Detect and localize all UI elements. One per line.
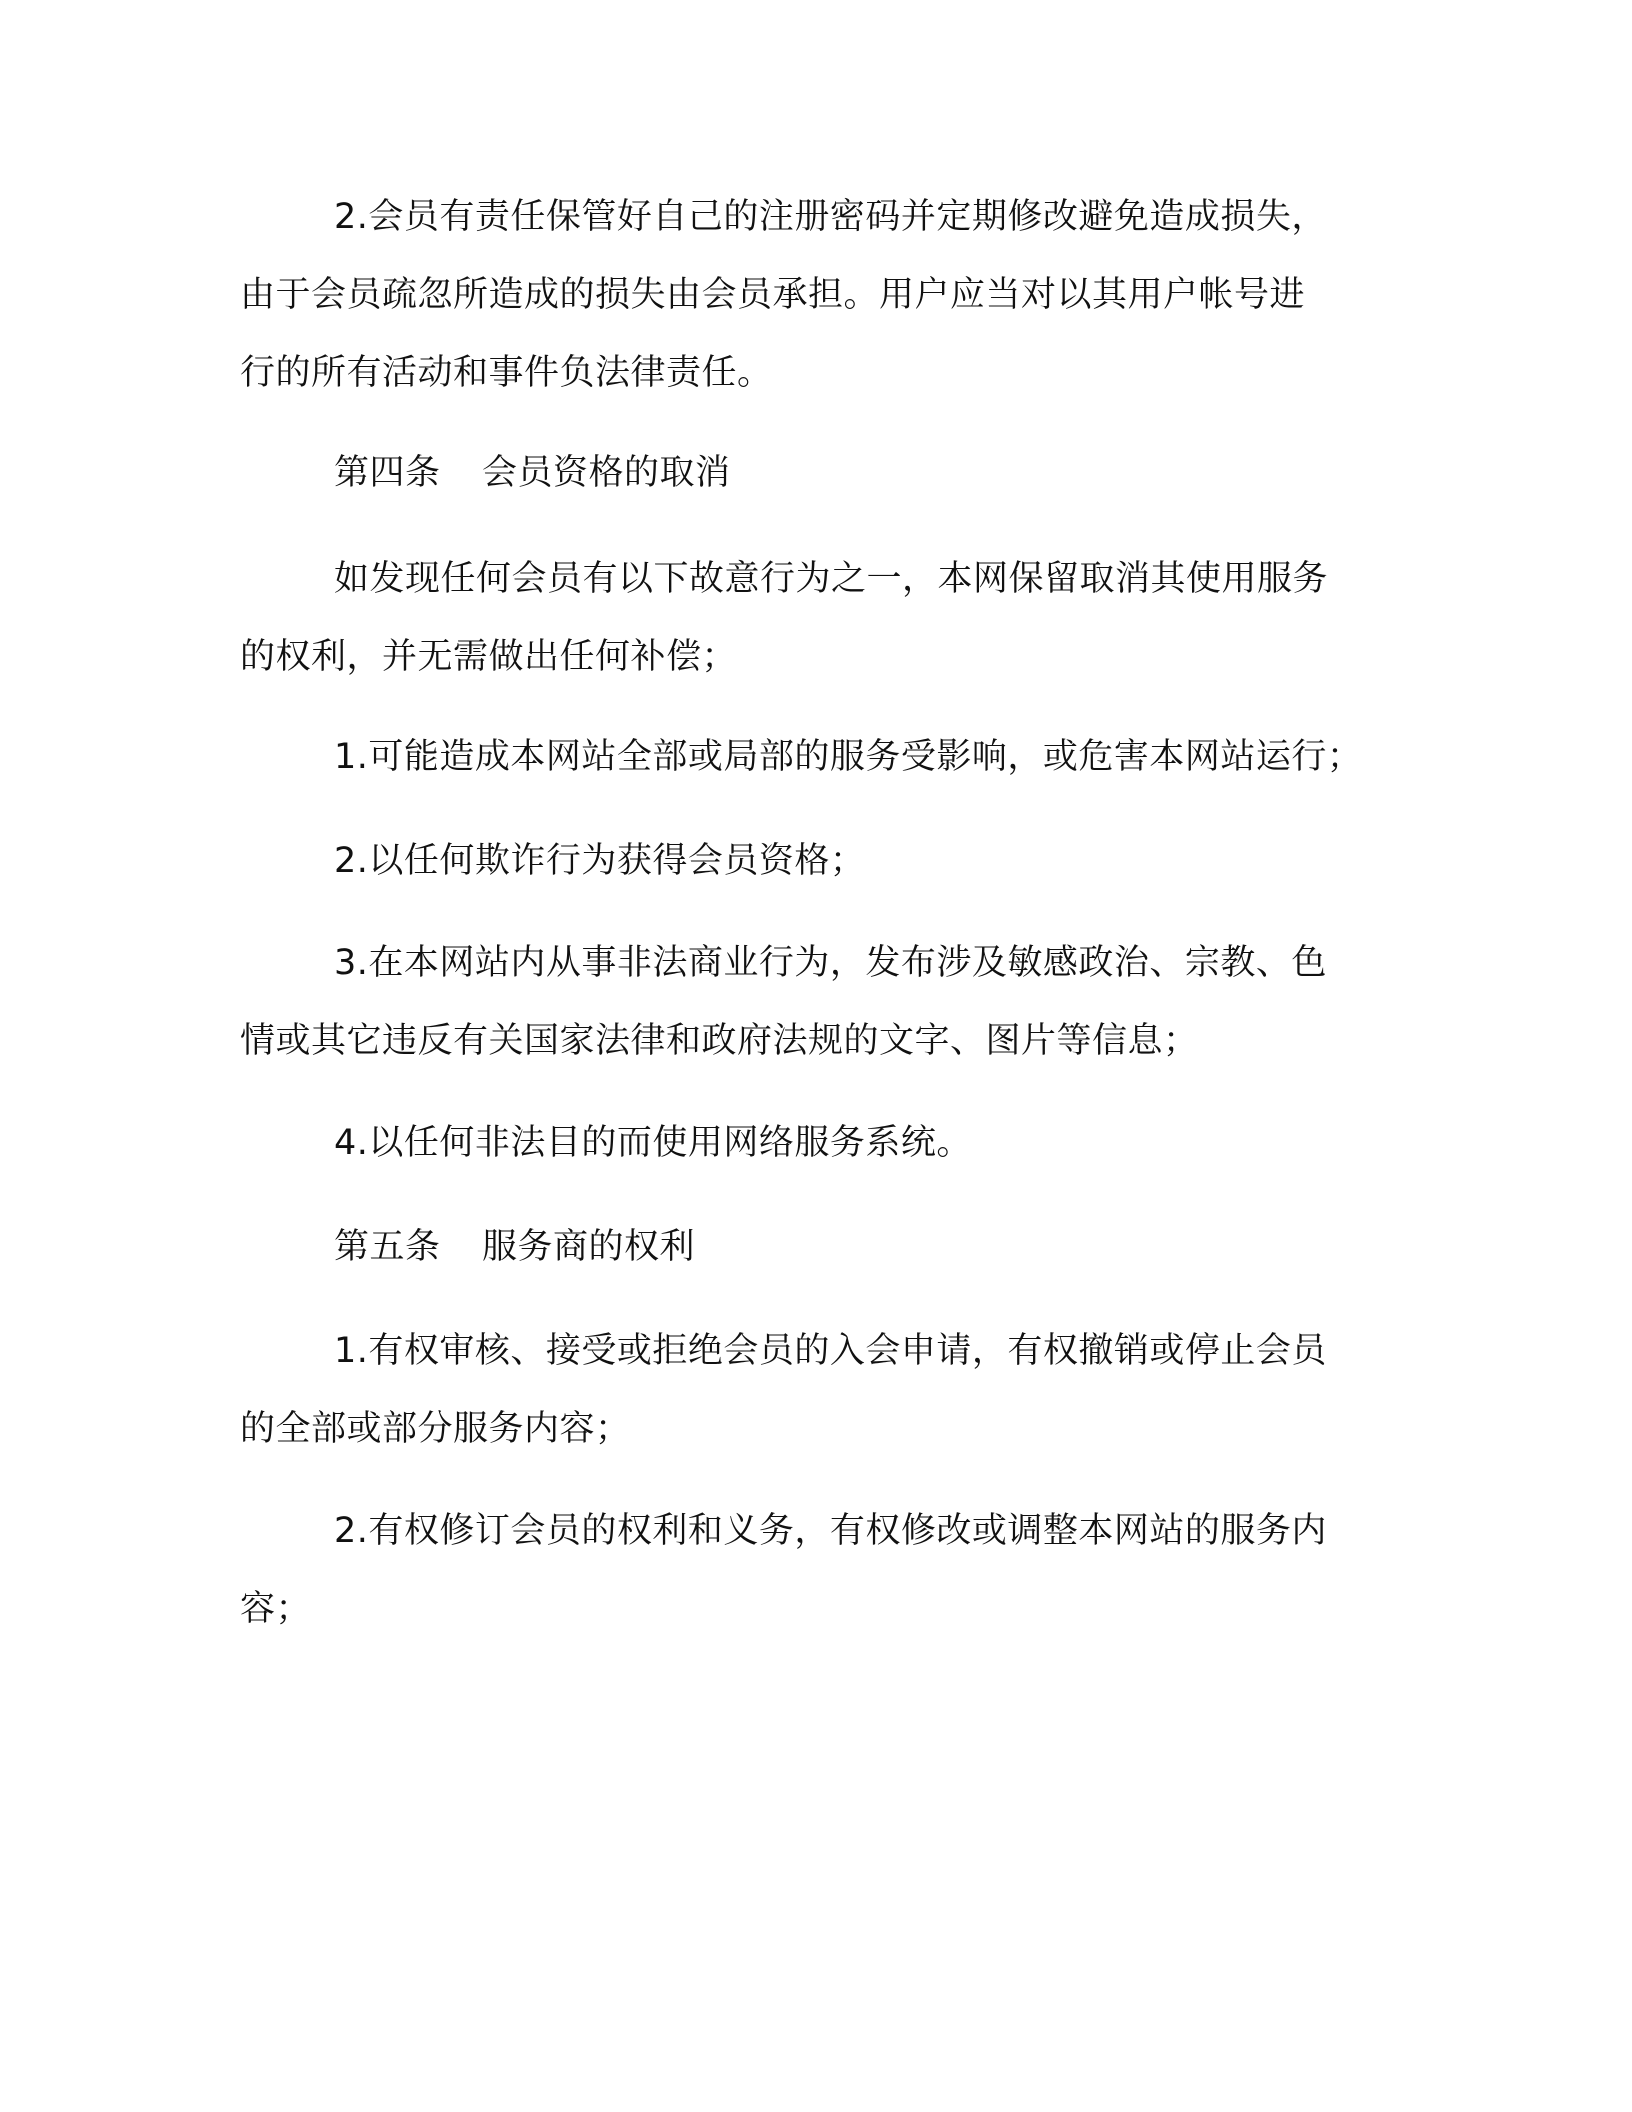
text-line: 3.在本网站内从事非法商业行为，发布涉及敏感政治、宗教、色: [334, 943, 1327, 983]
text-line: 行的所有活动和事件负法律责任。: [240, 353, 773, 393]
list-item-cancellation-1: [240, 718, 1430, 796]
heading-number: 第五条: [334, 1227, 441, 1267]
text-line: 情或其它违反有关国家法律和政府法规的文字、图片等信息；: [240, 1021, 1199, 1061]
paragraph-password-responsibility: [240, 178, 1430, 412]
heading-title: 会员资格的取消: [482, 453, 731, 493]
text-line: 2.会员有责任保管好自己的注册密码并定期修改避免造成损失，: [334, 197, 1327, 237]
heading-title: 服务商的权利: [482, 1227, 696, 1267]
text-line: 由于会员疏忽所造成的损失由会员承担。用户应当对以其用户帐号进: [240, 275, 1306, 315]
list-item-provider-rights-2: [240, 1492, 1430, 1648]
text-line: 2.有权修订会员的权利和义务，有权修改或调整本网站的服务内: [334, 1511, 1327, 1551]
text-line: 容；: [240, 1589, 312, 1629]
text-line: 1.有权审核、接受或拒绝会员的入会申请，有权撤销或停止会员: [334, 1331, 1327, 1371]
list-item-cancellation-2: [240, 822, 1430, 900]
text-line: 2.以任何欺诈行为获得会员资格；: [334, 841, 866, 881]
text-line: 1.可能造成本网站全部或局部的服务受影响，或危害本网站运行；: [334, 737, 1363, 777]
heading-line: [240, 1208, 1430, 1286]
text-line: 的全部或部分服务内容；: [240, 1409, 631, 1449]
list-item-cancellation-3: [240, 924, 1430, 1080]
paragraph-cancellation-intro: [240, 540, 1430, 696]
text-line: 4.以任何非法目的而使用网络服务系统。: [334, 1123, 972, 1163]
heading-number: 第四条: [334, 453, 441, 493]
text-line: 如发现任何会员有以下故意行为之一，本网保留取消其使用服务: [334, 559, 1329, 599]
list-item-cancellation-4: [240, 1104, 1430, 1182]
heading-line: [240, 434, 1430, 512]
section-heading-article-5: [240, 1208, 1430, 1286]
section-heading-article-4: [240, 434, 1430, 512]
text-line: 的权利，并无需做出任何补偿；: [240, 637, 738, 677]
list-item-provider-rights-1: [240, 1312, 1430, 1468]
